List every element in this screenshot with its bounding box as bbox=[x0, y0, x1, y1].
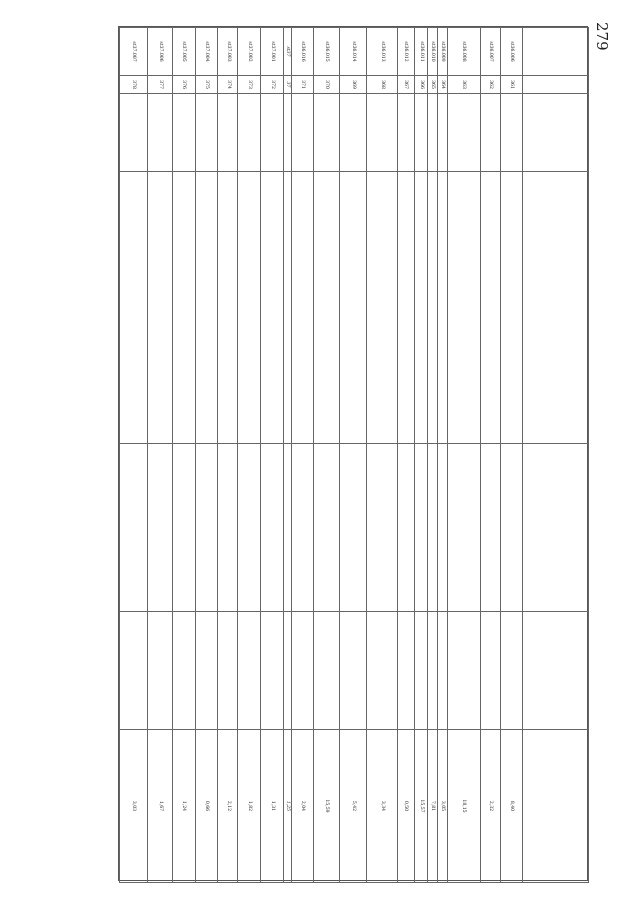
coefficient-cell: 15,59 bbox=[314, 730, 339, 883]
classification-criteria-cell bbox=[427, 612, 437, 730]
table-row bbox=[415, 28, 428, 883]
ksg-name-cell bbox=[447, 94, 480, 172]
classification-criteria-cell bbox=[415, 612, 428, 730]
table-row bbox=[218, 28, 238, 883]
diagnosis-codes-cell bbox=[314, 172, 339, 444]
ksg-code-cell: st37.006 bbox=[147, 28, 172, 76]
ksg-code-cell: st37 bbox=[283, 28, 291, 76]
coefficient-cell: 1,67 bbox=[147, 730, 172, 883]
procedure-codes-cell bbox=[500, 444, 523, 612]
procedure-codes-cell bbox=[523, 444, 589, 612]
table-row bbox=[397, 28, 415, 883]
coefficient-cell: 2,04 bbox=[291, 730, 314, 883]
classification-criteria-cell bbox=[261, 612, 284, 730]
coefficient-cell: 5,42 bbox=[339, 730, 367, 883]
section-row bbox=[283, 28, 291, 883]
classification-criteria-cell bbox=[523, 612, 589, 730]
ksg-name-cell bbox=[195, 94, 218, 172]
diagnosis-codes-cell bbox=[291, 172, 314, 444]
procedure-codes-cell bbox=[218, 444, 238, 612]
procedure-codes-cell bbox=[147, 444, 172, 612]
diagnosis-codes-cell bbox=[195, 172, 218, 444]
coefficient-cell: 1,25 bbox=[283, 730, 291, 883]
ksg-name-cell bbox=[314, 94, 339, 172]
diagnosis-codes-cell bbox=[173, 172, 196, 444]
row-number-cell: 366 bbox=[415, 76, 428, 94]
table-row bbox=[195, 28, 218, 883]
coefficient-cell: 15,57 bbox=[415, 730, 428, 883]
diagnosis-codes-cell bbox=[238, 172, 261, 444]
table-row bbox=[427, 28, 437, 883]
classification-criteria-cell bbox=[339, 612, 367, 730]
row-number-cell: 375 bbox=[195, 76, 218, 94]
procedure-codes-cell bbox=[480, 444, 500, 612]
diagnosis-codes-cell bbox=[283, 172, 291, 444]
procedure-codes-cell bbox=[339, 444, 367, 612]
coefficient-cell: 0,66 bbox=[195, 730, 218, 883]
table-row bbox=[500, 28, 523, 883]
table-row bbox=[120, 28, 148, 883]
diagnosis-codes-cell bbox=[218, 172, 238, 444]
coefficient-cell: 0,50 bbox=[397, 730, 415, 883]
row-number-cell: 363 bbox=[447, 76, 480, 94]
classification-criteria-cell bbox=[120, 612, 148, 730]
row-number-cell: 378 bbox=[120, 76, 148, 94]
row-number-cell: 368 bbox=[367, 76, 397, 94]
diagnosis-codes-cell bbox=[397, 172, 415, 444]
ksg-name-cell bbox=[120, 94, 148, 172]
ksg-name-cell bbox=[218, 94, 238, 172]
coefficient-cell: 3,34 bbox=[367, 730, 397, 883]
row-number-cell: 364 bbox=[437, 76, 447, 94]
table-row bbox=[447, 28, 480, 883]
row-number-cell: 365 bbox=[427, 76, 437, 94]
ksg-code-cell: st36.007 bbox=[480, 28, 500, 76]
classification-criteria-cell bbox=[500, 612, 523, 730]
classification-criteria-cell bbox=[291, 612, 314, 730]
table-row bbox=[238, 28, 261, 883]
ksg-name-cell bbox=[261, 94, 284, 172]
row-number-cell: 370 bbox=[314, 76, 339, 94]
ksg-code-cell: st37.007 bbox=[120, 28, 148, 76]
coefficient-cell: 1,24 bbox=[173, 730, 196, 883]
procedure-codes-cell bbox=[261, 444, 284, 612]
coefficient-cell: 2,32 bbox=[480, 730, 500, 883]
table-row bbox=[480, 28, 500, 883]
coefficient-cell: 1,31 bbox=[261, 730, 284, 883]
ksg-code-cell: st36.009 bbox=[437, 28, 447, 76]
diagnosis-codes-cell bbox=[120, 172, 148, 444]
diagnosis-codes-cell bbox=[261, 172, 284, 444]
procedure-codes-cell bbox=[195, 444, 218, 612]
procedure-codes-cell bbox=[415, 444, 428, 612]
rotated-table-container bbox=[119, 27, 589, 882]
classification-criteria-cell bbox=[447, 612, 480, 730]
procedure-codes-cell bbox=[447, 444, 480, 612]
ksg-code-cell: st36.011 bbox=[415, 28, 428, 76]
table-row bbox=[314, 28, 339, 883]
table-row bbox=[339, 28, 367, 883]
row-number-cell: 374 bbox=[218, 76, 238, 94]
ksg-name-cell bbox=[397, 94, 415, 172]
coefficient-cell: 3,05 bbox=[437, 730, 447, 883]
ksg-name-cell bbox=[339, 94, 367, 172]
ksg-code-cell: st37.002 bbox=[238, 28, 261, 76]
table-row bbox=[437, 28, 447, 883]
procedure-codes-cell bbox=[397, 444, 415, 612]
procedure-codes-cell bbox=[173, 444, 196, 612]
ksg-code-cell: st37.005 bbox=[173, 28, 196, 76]
row-number-cell: 372 bbox=[261, 76, 284, 94]
ksg-code-cell: st36.014 bbox=[339, 28, 367, 76]
ksg-code-cell: st36.008 bbox=[447, 28, 480, 76]
diagnosis-codes-cell bbox=[367, 172, 397, 444]
diagnosis-codes-cell bbox=[427, 172, 437, 444]
classification-criteria-cell bbox=[218, 612, 238, 730]
procedure-codes-cell bbox=[437, 444, 447, 612]
ksg-name-cell bbox=[523, 94, 589, 172]
ksg-name-cell bbox=[291, 94, 314, 172]
tariff-table bbox=[119, 27, 589, 883]
procedure-codes-cell bbox=[427, 444, 437, 612]
ksg-code-cell: st36.006 bbox=[500, 28, 523, 76]
procedure-codes-cell bbox=[120, 444, 148, 612]
ksg-code-cell: st36.015 bbox=[314, 28, 339, 76]
row-number-cell: 377 bbox=[147, 76, 172, 94]
ksg-name-cell bbox=[437, 94, 447, 172]
page-number: 279 bbox=[593, 22, 611, 51]
procedure-codes-cell bbox=[367, 444, 397, 612]
row-number-cell bbox=[523, 76, 589, 94]
procedure-codes-cell bbox=[291, 444, 314, 612]
ksg-name-cell bbox=[427, 94, 437, 172]
ksg-name-cell bbox=[283, 94, 291, 172]
diagnosis-codes-cell bbox=[415, 172, 428, 444]
classification-criteria-cell bbox=[437, 612, 447, 730]
classification-criteria-cell bbox=[283, 612, 291, 730]
diagnosis-codes-cell bbox=[523, 172, 589, 444]
row-number-cell: 362 bbox=[480, 76, 500, 94]
classification-criteria-cell bbox=[480, 612, 500, 730]
table-body bbox=[120, 28, 589, 883]
ksg-code-cell bbox=[523, 28, 589, 76]
coefficient-cell: 1,82 bbox=[238, 730, 261, 883]
diagnosis-codes-cell bbox=[500, 172, 523, 444]
row-number-cell: 369 bbox=[339, 76, 367, 94]
classification-criteria-cell bbox=[147, 612, 172, 730]
coefficient-cell: 18,15 bbox=[447, 730, 480, 883]
procedure-codes-cell bbox=[238, 444, 261, 612]
coefficient-cell bbox=[523, 730, 589, 883]
row-number-cell: 361 bbox=[500, 76, 523, 94]
procedure-codes-cell bbox=[283, 444, 291, 612]
ksg-code-cell: st37.004 bbox=[195, 28, 218, 76]
classification-criteria-cell bbox=[173, 612, 196, 730]
diagnosis-codes-cell bbox=[437, 172, 447, 444]
diagnosis-codes-cell bbox=[447, 172, 480, 444]
coefficient-cell: 3,03 bbox=[120, 730, 148, 883]
table-row bbox=[523, 28, 589, 883]
ksg-name-cell bbox=[173, 94, 196, 172]
ksg-code-cell: st36.010 bbox=[427, 28, 437, 76]
table-row bbox=[261, 28, 284, 883]
coefficient-cell: 2,12 bbox=[218, 730, 238, 883]
ksg-name-cell bbox=[147, 94, 172, 172]
row-number-cell: 367 bbox=[397, 76, 415, 94]
row-number-cell: 371 bbox=[291, 76, 314, 94]
row-number-cell: 373 bbox=[238, 76, 261, 94]
table-row bbox=[367, 28, 397, 883]
ksg-code-cell: st37.001 bbox=[261, 28, 284, 76]
ksg-name-cell bbox=[367, 94, 397, 172]
ksg-name-cell bbox=[480, 94, 500, 172]
classification-criteria-cell bbox=[397, 612, 415, 730]
table-row bbox=[173, 28, 196, 883]
coefficient-cell: 7,81 bbox=[427, 730, 437, 883]
ksg-code-cell: st36.013 bbox=[367, 28, 397, 76]
ksg-code-cell: st36.012 bbox=[397, 28, 415, 76]
diagnosis-codes-cell bbox=[480, 172, 500, 444]
row-number-cell: 37 bbox=[283, 76, 291, 94]
row-number-cell: 376 bbox=[173, 76, 196, 94]
ksg-name-cell bbox=[238, 94, 261, 172]
classification-criteria-cell bbox=[314, 612, 339, 730]
classification-criteria-cell bbox=[367, 612, 397, 730]
procedure-codes-cell bbox=[314, 444, 339, 612]
diagnosis-codes-cell bbox=[147, 172, 172, 444]
tariff-table-sheet bbox=[118, 26, 588, 881]
table-row bbox=[291, 28, 314, 883]
classification-criteria-cell bbox=[195, 612, 218, 730]
table-row bbox=[147, 28, 172, 883]
ksg-code-cell: st37.003 bbox=[218, 28, 238, 76]
coefficient-cell: 8,40 bbox=[500, 730, 523, 883]
ksg-code-cell: st36.016 bbox=[291, 28, 314, 76]
diagnosis-codes-cell bbox=[339, 172, 367, 444]
ksg-name-cell bbox=[500, 94, 523, 172]
ksg-name-cell bbox=[415, 94, 428, 172]
classification-criteria-cell bbox=[238, 612, 261, 730]
